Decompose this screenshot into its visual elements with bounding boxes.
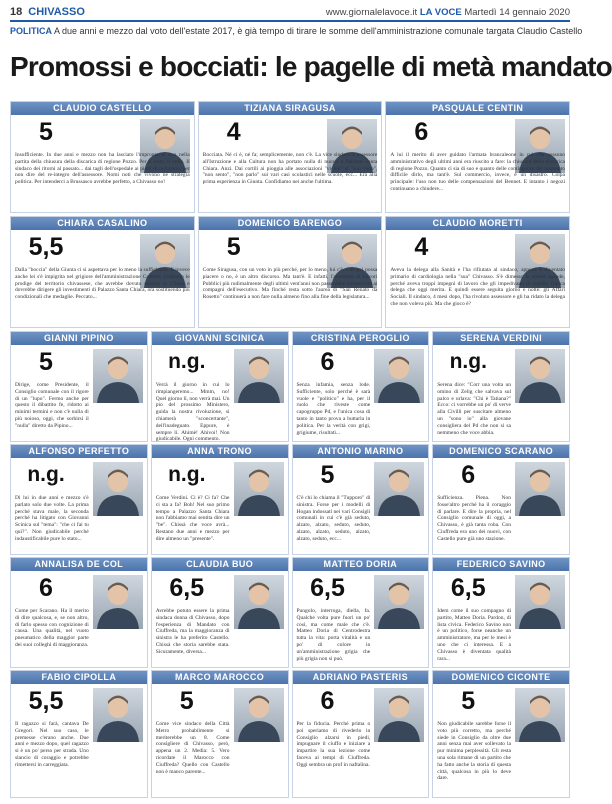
report-card [385, 101, 570, 213]
portrait-photo [374, 349, 424, 403]
portrait-photo [93, 349, 143, 403]
card-grade: 6 [39, 574, 53, 602]
report-card [292, 331, 430, 442]
card-name: ADRIANO PASTERIS [293, 671, 429, 684]
card-name: GIOVANNI SCINICA [152, 332, 288, 345]
masthead-info [326, 7, 570, 18]
card-grade: 5,5 [28, 687, 64, 715]
portrait-photo [93, 575, 143, 629]
card-name: CHIARA CASALINO [11, 217, 194, 230]
card-name: GIANNI PIPINO [11, 332, 147, 345]
card-grade: 5 [461, 687, 476, 715]
portrait-photo [234, 462, 284, 516]
report-card [10, 670, 148, 798]
page-header [10, 4, 570, 22]
card-name: FABIO CIPOLLA [11, 671, 147, 684]
card-comment: Come Siragusa, con un voto in più perché, per lo meno, lui c'è. Che poi possa piacere o no, è un altro discorso. Ma tant'è. E infatti, l'assessore ai Lavori Pubblici più rudimalmente degli ultimi vent'anni non passerebbe inosservato ai compagni dell'esecutivo. Ma finché resta sotto l'aurea di "San Renato da Rosetto" continuerà a non fare nulla almeno fino alla fine della legislatura... [202, 267, 378, 301]
portrait-photo [93, 688, 143, 742]
card-name: CRISTINA PEROGLIO [293, 332, 429, 345]
card-comment: Di lui in due anni e mezzo s'è parlato solo due volte. La prima perché stava male, la seconda perché ha litigato con Giovanni Scinica sul "tema": "che ci fai tu qui?". Non giudicabile perché indaustificabile pure lo stato... [15, 495, 89, 542]
brand-name: LA VOCE [419, 6, 462, 18]
report-card [292, 557, 430, 668]
portrait-photo [234, 575, 284, 629]
card-grade: n.g. [168, 463, 206, 486]
report-card [385, 216, 570, 328]
card-name: CLAUDIO MORETTI [386, 217, 569, 230]
portrait-photo [374, 575, 424, 629]
portrait-photo [234, 349, 284, 403]
card-comment: Pungolo, interroga, diella, fa. Qualche volta pure fuori un po' così, ma come male che c'è. Matteo Doria di Centrodestra tutta la vita: porta vitalità e un po' di colore in un'amministrazione grigia che più grigia non si può. [296, 608, 371, 662]
portrait-photo [234, 688, 284, 742]
card-name: CLAUDIA BUO [152, 558, 288, 571]
card-name: FEDERICO SAVINO [433, 558, 569, 571]
card-name: DOMENICO SCARANO [433, 445, 569, 458]
report-card [432, 670, 570, 798]
card-comment: Come Verdini. Ci è? Ci fa? Che ci sta a fa? Boh! Nel suo primo tempo a Palazzo Santa Chiara non l'abbiamo mai sentita dire un "be". Chissà che voce avrà... Restano due anni e mezzo per dire almeno un "presente". [155, 495, 230, 542]
card-grade: n.g. [27, 463, 65, 486]
card-comment: Serena dice: "Corr una volta un omino di Zelig che salvava sul palco e urlava: "Chi è Tatiana?" Ecco: ci vorrebbe un po' di verve alla Civilli per suscitare almeno un "sono io" alla giovane consigliera del Pd che non si sa nemmeno che voce abbia. [437, 382, 511, 436]
card-comment: Come per Scarano. Ha il merito di dire qualcosa, e, se non altro, di farlo spesso con cognizione di causa. Una qualità, nel vuoto pneumatico della maggior parte dei suoi colleghi di maggioranza. [15, 608, 89, 648]
card-grade: 5 [226, 233, 241, 261]
card-name: MATTEO DORIA [293, 558, 429, 571]
card-comment: Dalla "boccia" della Giunta ci si aspettava per lo meno la sufficienza. E invece anche lei s'è impigrita nel grigiore dell'amministrazione Castello. Lodiamo le prodige del territorio chivassese, che avrebbe dovuto salvare le Chiesi e dovrebbe dirigere gli investimenti di Palazzo Santa Chiara, ora sostituendo più condizionali che medaglie. Peccato... [15, 267, 190, 301]
card-grade: 4 [226, 118, 241, 146]
card-comment: Senza infamia, senza lode. Sufficiente, solo perché è sarà vuole e "politico" e ha, per il ruolo che riveste come capogruppo Pd, e l'unica cosa di tanto in tanto prova a buttarla in politica. Per la verità con grigi, grigiume, risultati... [296, 382, 371, 436]
portrait-photo [93, 462, 143, 516]
report-card [432, 557, 570, 668]
card-grade: n.g. [168, 350, 206, 373]
card-comment: Avrebbe potuto essere la prima sindaca donna di Chivasso, dopo l'esperienza di Mandato con Ciuffreda, ma la maggioranza di sinistra le ha preferito Castello. Chissà che storia sarebbe stata. Sicuramente, diversa... [155, 608, 230, 655]
card-grade: 6 [320, 348, 335, 376]
card-grade: n.g. [449, 350, 487, 373]
report-card [10, 444, 148, 555]
report-card [292, 444, 430, 555]
section-title: CHIVASSO [28, 6, 85, 18]
card-name: TIZIANA SIRAGUSA [199, 102, 382, 115]
report-card [198, 216, 383, 328]
card-name: ANNALISA DE COL [11, 558, 147, 571]
card-comment: C'è chi lo chiama il "Tupporo" di sinistra. Forse per i modelli di Hogan indossati nei vari Consigli comunali in cui c'è già seduto, alzato, alzato, seduto, seduto, alzato, alzato, seduto, alzato, alzato, seduto, ecc... [296, 495, 371, 542]
issue-date: Martedì 14 gennaio 2020 [464, 6, 570, 18]
report-card [432, 444, 570, 555]
card-comment: Bocciata. Né ci è, né fa; semplicemente, non c'è. La vice sindaco e assessore all'Istruzione e alla Cultura non ha portato nulla di nuovo a Palazzo Santa Chiara. Anzi. Dai cortili ai pioggia alle associazioni "vicine" al "suo vedo", "non sento", "non parlo" sui vari casi scolastici nelle scuole, ecc... Era alla prima esperienza in Giunta. Confidiamo nei anche l'ultima. [202, 152, 378, 186]
website-link[interactable]: www.giornalelavoce.it [325, 6, 418, 18]
card-name: ANTONIO MARINO [293, 445, 429, 458]
report-card [198, 101, 383, 213]
card-grade: 5 [39, 118, 53, 146]
card-name: PASQUALE CENTIN [386, 102, 569, 115]
report-card [151, 557, 289, 668]
report-card [151, 670, 289, 798]
card-comment: Sufficienza. Piena. Non fosse'altro perché ha il coraggio di parlare. E dire la propria, nel Consiglio comunale di oggi, a Chivasso, è già tanta roba. Con Ciuffreda era uno dei nuovi, con Castello pure già uno stazione. [437, 495, 511, 542]
card-name: ANNA TRONO [152, 445, 288, 458]
card-grade: 6,5 [450, 574, 486, 602]
report-card [432, 331, 570, 442]
card-name: ALFONSO PERFETTO [11, 445, 147, 458]
portrait-photo [515, 462, 565, 516]
card-comment: Verrà il giorno in cui lo rimpiangeremo... Mmm, no! Quel giorno lì, non verrà mai. Un pio del prossimo Ministero, guida la nostra rivoluzione, si chiamerà "sconcertante", dell'inadeguato. Eppure, è sempre lì. Ahimè! Ahivoi! Non giudicabile. Ogni commento. [155, 382, 230, 443]
card-grade: 5,5 [28, 233, 64, 261]
report-card [10, 557, 148, 668]
portrait-photo [374, 462, 424, 516]
kicker-label: POLITICA [10, 26, 52, 36]
card-name: SERENA VERDINI [433, 332, 569, 345]
card-grade: 5 [320, 461, 335, 489]
card-comment: Idem come il suo compagno di partito, Matteo Doria. Pardon, di lista civica. Federico Savino non è un politico, forse neanche un amministratore, ma per le mesi è uno che ci interessa. E a Chivasso è diventata qualità rara... [437, 608, 511, 662]
article-headline: Promossi e bocciati: le pagelle di metà mandato [10, 51, 612, 82]
card-comment: Come vice sindaco della Città Metro probabilmente si meriterebbe un 8. Come consigliere di Chivasso, però, appena un 2. Media: 5. Vero ricordate il Marocco con Ciuffreda? Quello con Castello non è manco parente... [155, 721, 230, 775]
card-name: DOMENICO BARENGO [199, 217, 382, 230]
portrait-photo [515, 349, 565, 403]
card-grade: 6 [320, 687, 335, 715]
report-card [10, 101, 195, 213]
card-name: CLAUDIO CASTELLO [11, 102, 194, 115]
card-grade: 5 [179, 687, 194, 715]
kicker-text: A due anni e mezzo dal voto dell'estate 2017, è già tempo di tirare le somme dell'amministrazione comunale targata Claudio Castello [54, 26, 583, 36]
card-comment: Dirige, come Presidente, il Consiglio comunale con il rigore di un "lupo". Fermo anche per questo il dibattito fe, ridotto ai minimi termini e non c'è nulla di più noioso, oggi, che sorbirsi il "nulla" diretto da Pipino... [15, 382, 89, 429]
card-name: MARCO MAROCCO [152, 671, 288, 684]
card-name: DOMENICO CICONTE [433, 671, 569, 684]
card-grade: 4 [414, 233, 429, 261]
portrait-photo [515, 688, 565, 742]
report-card [151, 331, 289, 442]
report-card [292, 670, 430, 798]
report-card [10, 216, 195, 328]
card-grade: 6,5 [169, 574, 205, 602]
card-grade: 6 [414, 118, 429, 146]
report-card [10, 331, 148, 442]
card-grade: 5 [39, 348, 53, 376]
card-comment: Il ragazzo si farà, cantava De Gregori. Nel suo caso, le premesse c'erano anche. Due anni e mezzo dopo, quel ragazzo si è un po' perso per strada. Uno slancio di coraggio e potrebbe rimettersi in carreggiata. [15, 721, 89, 768]
article-kicker [10, 26, 583, 36]
card-grade: 6 [461, 461, 476, 489]
portrait-photo [515, 575, 565, 629]
card-grade: 6,5 [310, 574, 345, 602]
card-comment: Aveva la delega alla Sanità e l'ha rifiutata al sindaco, appena è diventato primario di cardiologia nella "sua" Chivasso. S'è dimesso le scorse agende, perché aveva troppi impegni di lavoro che gli impedivano di seguire l'unica delega che oggi merita. E quindi essere seguita giorno e notte: gli Affari Sociali. Il sindaco, 4 mesi dopo, l'ha rivoluto assessore e gli ha ridato la delega che non voleva più. Ma che gioco è? [390, 267, 565, 307]
card-comment: Per la fiducia. Perché prima o poi speriamo di rivederlo in Consiglio alzarsi in piedi, impugnare il ciuffo e iniziare a impartire la sua lezione come faceva ai tempi di Ciuffreda. Oggi sembra un prof in naftalina. [296, 721, 371, 768]
portrait-photo [374, 688, 424, 742]
page-number: 18 [10, 6, 23, 18]
card-comment: A lui il merito di aver guidato l'armata brancaleone in cui che nessuno amministrativo degli ultimi anni era riuscito a fare: la chiusura della discarica di regione Pozzo. Quanto ci sia di suo e quanto delle contingenze del momento difficile dirlo, ma tant'è. Sul commercio, invece, è un disastro. Colpa principale: l'uso non tuo delle compensazioni del Bennet. E intanto i negozi continuano a chiudere... [390, 152, 565, 192]
card-comment: Insufficiente. In due anni e mezzo non ha lasciato l'impronta se non nella partita della chiusura della discarica di regione Pozzo. Per il resto, il nulla. Il sindaco dei ritorni al passato... dai tagli dell'ospedale ai piatti di rechiamo, per non dire del re-integro dell'assessore. Nomi noti che vivono né strategia politica. Per intenderci a Brussasco avrebbe perfetto, a Chivasso no! [15, 152, 190, 186]
card-comment: Non giudicabile sarebbe forse il voto più corretto, ma perché siede in Consiglio da oltre due anni senza mai aver sollevato la pur minima perplessità. Gli resta una sola rimane di un partito che ha fatto anche la storia di questa città, qualcosa in più lo deve dare. [437, 721, 511, 782]
report-card [151, 444, 289, 555]
